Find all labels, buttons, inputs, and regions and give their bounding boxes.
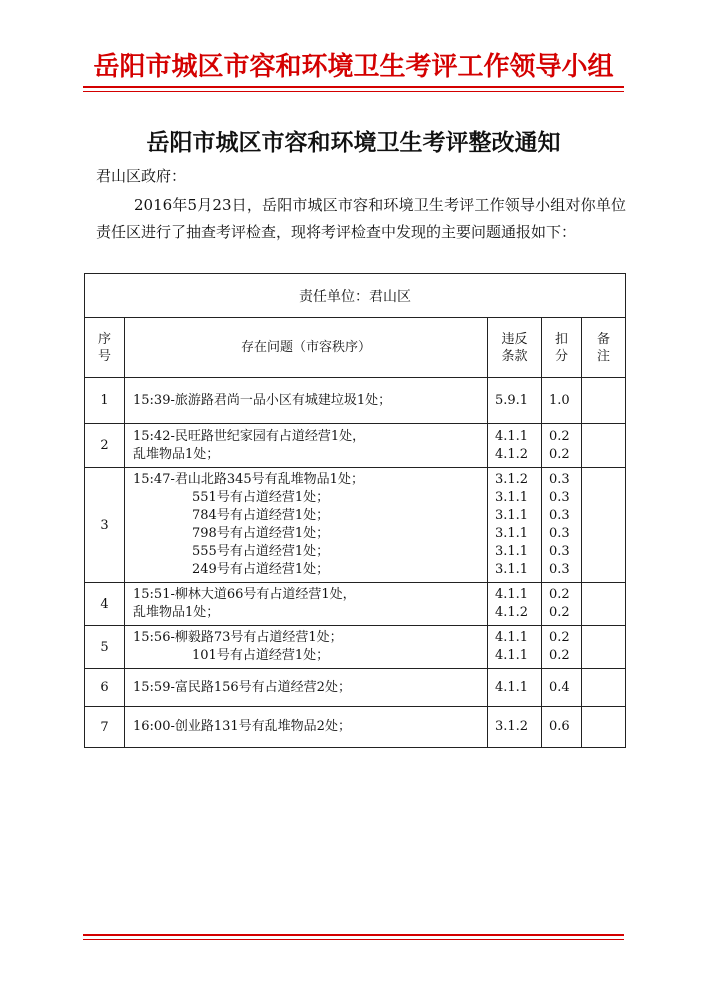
- deduction-value: 0.6: [549, 719, 570, 734]
- col-header-seq-line1: 序: [97, 331, 111, 347]
- row-deduction: [542, 707, 582, 748]
- row-note: [582, 424, 626, 468]
- deduction-value: 0.2: [549, 630, 570, 645]
- row-clause: [488, 669, 542, 707]
- table-row: [85, 583, 626, 626]
- clause-code: 4.1.2: [495, 605, 529, 620]
- letterhead-rule-thin: [83, 91, 624, 92]
- issue-line: 15:47-君山北路345号有乱堆物品1处；: [133, 472, 364, 487]
- row-clause: [488, 378, 542, 424]
- document-title: 岳阳市城区市容和环境卫生考评整改通知: [146, 129, 561, 156]
- col-header-deduct-line1: 扣: [554, 331, 568, 347]
- row-issue: [125, 378, 488, 424]
- row-seq: 4: [85, 583, 125, 626]
- col-header-seq: [85, 318, 125, 378]
- issue-line: 15:42-民旺路世纪家园有占道经营1处，: [133, 428, 366, 444]
- row-note: [582, 669, 626, 707]
- issue-line: 乱堆物品1处；: [133, 605, 220, 620]
- col-header-deduct-line2: 分: [554, 348, 568, 364]
- row-seq: 6: [85, 669, 125, 707]
- row-issue: [125, 669, 488, 707]
- row-issue: [125, 583, 488, 626]
- table-row: [85, 707, 626, 748]
- issue-line: 798号有占道经营1处；: [192, 526, 330, 541]
- clause-code: 4.1.1: [495, 428, 529, 444]
- deduction-value: 1.0: [549, 392, 570, 408]
- row-clause: [488, 468, 542, 583]
- clause-code: 3.1.1: [495, 526, 529, 541]
- row-clause: [488, 583, 542, 626]
- clause-code: 3.1.1: [495, 508, 529, 523]
- clause-code: 4.1.1: [495, 679, 529, 695]
- issue-line: 15:51-柳林大道66号有占道经营1处，: [133, 587, 356, 602]
- col-header-issue: 存在问题（市容秩序）: [125, 318, 488, 378]
- col-header-clause: [488, 318, 542, 378]
- deduction-value: 0.2: [549, 648, 570, 663]
- clause-code: 4.1.1: [495, 587, 529, 602]
- deduction-value: 0.3: [549, 562, 570, 577]
- row-clause: [488, 626, 542, 669]
- clause-code: 5.9.1: [495, 392, 529, 408]
- issue-line: 101号有占道经营1处；: [192, 648, 330, 663]
- row-deduction: [542, 626, 582, 669]
- letterhead-title: 岳阳市城区市容和环境卫生考评工作领导小组: [93, 52, 614, 82]
- deduction-value: 0.3: [549, 472, 570, 487]
- issue-line: 551号有占道经营1处；: [192, 490, 330, 505]
- deduction-value: 0.3: [549, 544, 570, 559]
- clause-code: 4.1.2: [495, 446, 529, 462]
- issue-line: 15:56-柳毅路73号有占道经营1处；: [133, 630, 343, 645]
- deduction-value: 0.2: [549, 605, 570, 620]
- col-header-clause-line2: 条款: [501, 348, 528, 364]
- table-row: [85, 424, 626, 468]
- issue-line: 555号有占道经营1处；: [192, 544, 330, 559]
- col-header-deduct: [542, 318, 582, 378]
- row-issue: [125, 424, 488, 468]
- issue-line: 16:00-创业路131号有乱堆物品2处；: [133, 719, 351, 734]
- table-row: [85, 468, 626, 583]
- col-header-clause-line1: 违反: [501, 331, 528, 347]
- clause-code: 3.1.1: [495, 562, 529, 577]
- row-deduction: [542, 424, 582, 468]
- unit-row: [85, 274, 626, 318]
- row-issue: [125, 468, 488, 583]
- deduction-value: 0.3: [549, 526, 570, 541]
- clause-code: 3.1.2: [495, 719, 529, 734]
- row-issue: [125, 626, 488, 669]
- row-note: [582, 583, 626, 626]
- clause-code: 3.1.1: [495, 490, 529, 505]
- row-note: [582, 468, 626, 583]
- row-deduction: [542, 468, 582, 583]
- header-row: [85, 318, 626, 378]
- issue-line: 249号有占道经营1处；: [192, 562, 330, 577]
- deduction-value: 0.2: [549, 587, 570, 602]
- body-paragraph: 2016年5月23日，岳阳市城区市容和环境卫生考评工作领导小组对你单位责任区进行了抽查考评检查，现将考评检查中发现的主要问题通报如下：: [96, 196, 626, 241]
- deduction-value: 0.2: [549, 446, 570, 462]
- deduction-value: 0.3: [549, 490, 570, 505]
- row-seq: 5: [85, 626, 125, 669]
- clause-code: 3.1.2: [495, 472, 529, 487]
- issue-line: 784号有占道经营1处；: [192, 508, 330, 523]
- row-note: [582, 378, 626, 424]
- deduction-value: 0.3: [549, 508, 570, 523]
- clause-code: 4.1.1: [495, 648, 529, 663]
- row-deduction: [542, 378, 582, 424]
- row-clause: [488, 707, 542, 748]
- row-seq: 3: [85, 468, 125, 583]
- table-row: [85, 378, 626, 424]
- responsible-unit: 责任单位：君山区: [85, 274, 626, 318]
- inspection-table: [84, 273, 626, 748]
- row-deduction: [542, 583, 582, 626]
- clause-code: 4.1.1: [495, 630, 529, 645]
- row-clause: [488, 424, 542, 468]
- col-header-seq-line2: 号: [97, 348, 111, 364]
- clause-code: 3.1.1: [495, 544, 529, 559]
- issue-line: 15:59-富民路156号有占道经营2处；: [133, 679, 351, 695]
- col-header-note-line2: 注: [597, 348, 611, 364]
- deduction-value: 0.4: [549, 679, 570, 695]
- row-issue: [125, 707, 488, 748]
- issue-line: 15:39-旅游路君尚一品小区有城建垃圾1处；: [133, 392, 392, 408]
- issue-line: 乱堆物品1处；: [133, 446, 220, 462]
- row-note: [582, 626, 626, 669]
- table-row: [85, 626, 626, 669]
- row-seq: 7: [85, 707, 125, 748]
- deduction-value: 0.2: [549, 428, 570, 444]
- row-deduction: [542, 669, 582, 707]
- addressee: 君山区政府：: [96, 167, 187, 185]
- letterhead-rule-thick: [83, 86, 624, 88]
- row-seq: 2: [85, 424, 125, 468]
- row-note: [582, 707, 626, 748]
- col-header-note: [582, 318, 626, 378]
- footer-rule-thick: [83, 934, 624, 936]
- table-row: [85, 669, 626, 707]
- row-seq: 1: [85, 378, 125, 424]
- col-header-note-line1: 备: [597, 331, 611, 347]
- footer-rule-thin: [83, 939, 624, 940]
